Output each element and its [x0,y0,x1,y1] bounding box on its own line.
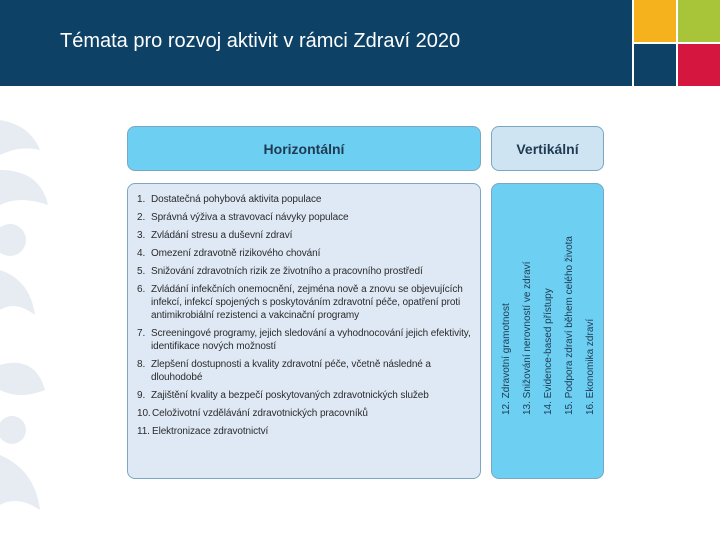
vertical-items-rotated [496,185,601,415]
page-title: Témata pro rozvoj aktivit v rámci Zdraví 2020 [60,30,461,52]
vertical-header-box [491,126,604,171]
horizontal-heading: Horizontální [263,140,345,157]
list-item: 1. Dostatečná pohybová aktivita populace [137,194,322,205]
decor-tile-lime [678,0,720,42]
decor-tile-orange [634,0,676,42]
horizontal-header-box [127,126,481,171]
list-item: 4. Omezení zdravotně rizikového chování [137,248,321,259]
list-item: 12. Zdravotní gramotnost [501,303,512,415]
list-item: 5. Snižování zdravotních rizik ze životního a pracovního prostředí [137,266,423,277]
list-item: 15. Podpora zdraví během celého života [564,236,575,415]
list-item: 16. Ekonomika zdraví [585,318,596,415]
list-item: 3. Zvládání stresu a duševní zdraví [137,230,293,241]
list-item: 7. Screeningové programy, jejich sledování a vyhodnocování jejich efektivity, identifikace nových možností [137,328,471,352]
list-item: 11. Elektronizace zdravotnictví [137,426,269,437]
list-item: 14. Evidence-based přístupy [543,288,554,415]
vertical-heading: Vertikální [516,140,579,157]
watermark-logo-icon [0,100,60,540]
vertical-topics-list [491,183,604,479]
list-item: 6. Zvládání infekčních onemocnění, zejména nově a znovu se objevujících infekcí, infekcí spojených s poskytováním zdravotní péče, opatření proti antimikrobiální rezistenci a vakcinační programy [137,284,463,321]
horizontal-topics-list [127,183,481,479]
decor-tile-navy [634,44,676,86]
list-item: 10. Celoživotní vzdělávání zdravotnických pracovníků [137,408,368,419]
list-item: 8. Zlepšení dostupnosti a kvality zdravotní péče, včetně následné a dlouhodobé [137,359,431,383]
list-item: 9. Zajištění kvality a bezpečí poskytovaných zdravotnických služeb [137,390,429,401]
title-bar [0,0,632,86]
list-item: 2. Správná výživa a stravovací návyky populace [137,212,349,223]
decor-tile-red [678,44,720,86]
list-item: 13. Snižování nerovností ve zdraví [522,261,533,415]
